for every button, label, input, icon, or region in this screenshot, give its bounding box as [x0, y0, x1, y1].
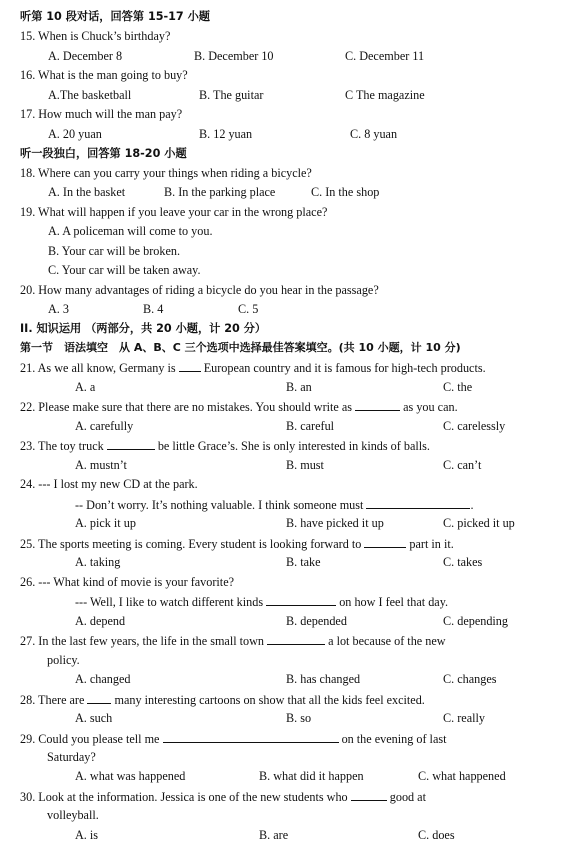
- question-25-option-a: A. taking: [75, 555, 121, 569]
- question-16-option-b: B. The guitar: [199, 88, 264, 102]
- question-27-stem: 27. In the last few years, the life in the small town a lot because of the new: [20, 634, 446, 648]
- question-20-stem: 20. How many advantages of riding a bicycle do you hear in the passage?: [20, 283, 379, 297]
- question-29-option-b: B. what did it happen: [259, 769, 364, 783]
- question-21-option-a: A. a: [75, 380, 96, 394]
- question-30-stem: 30. Look at the information. Jessica is one of the new students who good at: [20, 790, 426, 804]
- question-16-option-c: C The magazine: [345, 88, 425, 102]
- question-28-stem: 28. There are many interesting cartoons on show that all the kids feel excited.: [20, 693, 425, 707]
- question-28-option-b: B. so: [286, 711, 312, 725]
- question-27-option-c: C. changes: [443, 672, 497, 686]
- question-25-option-b: B. take: [286, 555, 321, 569]
- question-22-option-b: B. careful: [286, 419, 335, 433]
- question-15-option-b: B. December 10: [194, 49, 274, 63]
- question-16-stem: 16. What is the man going to buy?: [20, 68, 188, 82]
- answer-blank: [179, 360, 201, 372]
- question-23-option-c: C. can’t: [443, 458, 482, 472]
- question-23-stem: 23. The toy truck be little Grace’s. She is only interested in kinds of balls.: [20, 439, 430, 453]
- question-28-option-a: A. such: [75, 711, 113, 725]
- question-26-option-c: C. depending: [443, 614, 508, 628]
- question-17-option-c: C. 8 yuan: [350, 127, 398, 141]
- question-19-option-a: A. A policeman will come to you.: [48, 224, 213, 238]
- question-24-option-a: A. pick it up: [75, 516, 136, 530]
- question-24-option-b: B. have picked it up: [286, 516, 384, 530]
- answer-blank: [163, 731, 339, 743]
- question-27-option-a: A. changed: [75, 672, 131, 686]
- question-19-option-c: C. Your car will be taken away.: [48, 263, 201, 277]
- question-30-option-a: A. is: [75, 828, 99, 842]
- section-header-monologue: 听一段独白，回答第 18-20 小题: [20, 147, 187, 160]
- question-21-stem: 21. As we all know, Germany is European country and it is famous for high-tech products.: [20, 361, 486, 375]
- question-29-stem: 29. Could you please tell me on the evening of last: [20, 732, 447, 746]
- question-30-option-b: B. are: [259, 828, 289, 842]
- question-20-option-a: A. 3: [48, 302, 69, 316]
- answer-blank: [87, 692, 111, 704]
- answer-blank: [266, 594, 336, 606]
- question-23-option-a: A. mustn’t: [75, 458, 127, 472]
- question-15-option-c: C. December 11: [345, 49, 425, 63]
- question-29-option-a: A. what was happened: [75, 769, 186, 783]
- question-18-option-b: B. In the parking place: [164, 185, 276, 199]
- answer-blank: [364, 536, 406, 548]
- answer-blank: [267, 633, 325, 645]
- question-25-stem: 25. The sports meeting is coming. Every student is looking forward to part in it.: [20, 537, 454, 551]
- answer-blank: [366, 497, 470, 509]
- answer-blank: [107, 438, 155, 450]
- question-24-stem: 24. --- I lost my new CD at the park.: [20, 477, 198, 491]
- question-19-stem: 19. What will happen if you leave your car in the wrong place?: [20, 205, 328, 219]
- question-17-option-b: B. 12 yuan: [199, 127, 253, 141]
- question-22-stem: 22. Please make sure that there are no mistakes. You should write as as you can.: [20, 400, 458, 414]
- question-17-stem: 17. How much will the man pay?: [20, 107, 183, 121]
- question-22-option-a: A. carefully: [75, 419, 134, 433]
- question-18-stem: 18. Where can you carry your things when riding a bicycle?: [20, 166, 312, 180]
- question-26-reply: --- Well, I like to watch different kinds on how I feel that day.: [75, 595, 449, 609]
- question-26-option-b: B. depended: [286, 614, 347, 628]
- question-27-option-b: B. has changed: [286, 672, 361, 686]
- question-30-option-c: C. does: [418, 828, 455, 842]
- question-19-option-b: B. Your car will be broken.: [48, 244, 181, 258]
- question-27-stem-continued: policy.: [47, 653, 80, 667]
- question-29-option-c: C. what happened: [418, 769, 506, 783]
- answer-blank: [351, 789, 387, 801]
- question-16-option-a: A.The basketball: [48, 88, 132, 102]
- question-18-option-c: C. In the shop: [311, 185, 380, 199]
- question-21-option-b: B. an: [286, 380, 312, 394]
- part-1-instructions: 第一节 语法填空 从 A、B、C 三个选项中选择最佳答案填空。(共 10 小题，计 10 分): [20, 341, 461, 354]
- question-24-option-c: C. picked it up: [443, 516, 515, 530]
- question-23-option-b: B. must: [286, 458, 324, 472]
- section-2-title: II. 知识运用 （两部分，共 20 小题，计 20 分）: [20, 322, 267, 335]
- answer-blank: [355, 399, 400, 411]
- question-15-option-a: A. December 8: [48, 49, 123, 63]
- question-15-stem: 15. When is Chuck’s birthday?: [20, 29, 171, 43]
- question-26-option-a: A. depend: [75, 614, 126, 628]
- question-25-option-c: C. takes: [443, 555, 483, 569]
- question-29-stem-continued: Saturday?: [47, 750, 96, 764]
- question-18-option-a: A. In the basket: [48, 185, 126, 199]
- question-26-stem: 26. --- What kind of movie is your favorite?: [20, 575, 235, 589]
- question-24-reply: -- Don’t worry. It’s nothing valuable. I think someone must .: [75, 498, 474, 512]
- question-30-stem-continued: volleyball.: [47, 808, 99, 822]
- question-22-option-c: C. carelessly: [443, 419, 506, 433]
- section-header-dialogue-10: 听第 10 段对话，回答第 15-17 小题: [20, 10, 210, 23]
- question-17-option-a: A. 20 yuan: [48, 127, 102, 141]
- question-28-option-c: C. really: [443, 711, 485, 725]
- question-21-option-c: C. the: [443, 380, 473, 394]
- question-20-option-c: C. 5: [238, 302, 259, 316]
- question-20-option-b: B. 4: [143, 302, 164, 316]
